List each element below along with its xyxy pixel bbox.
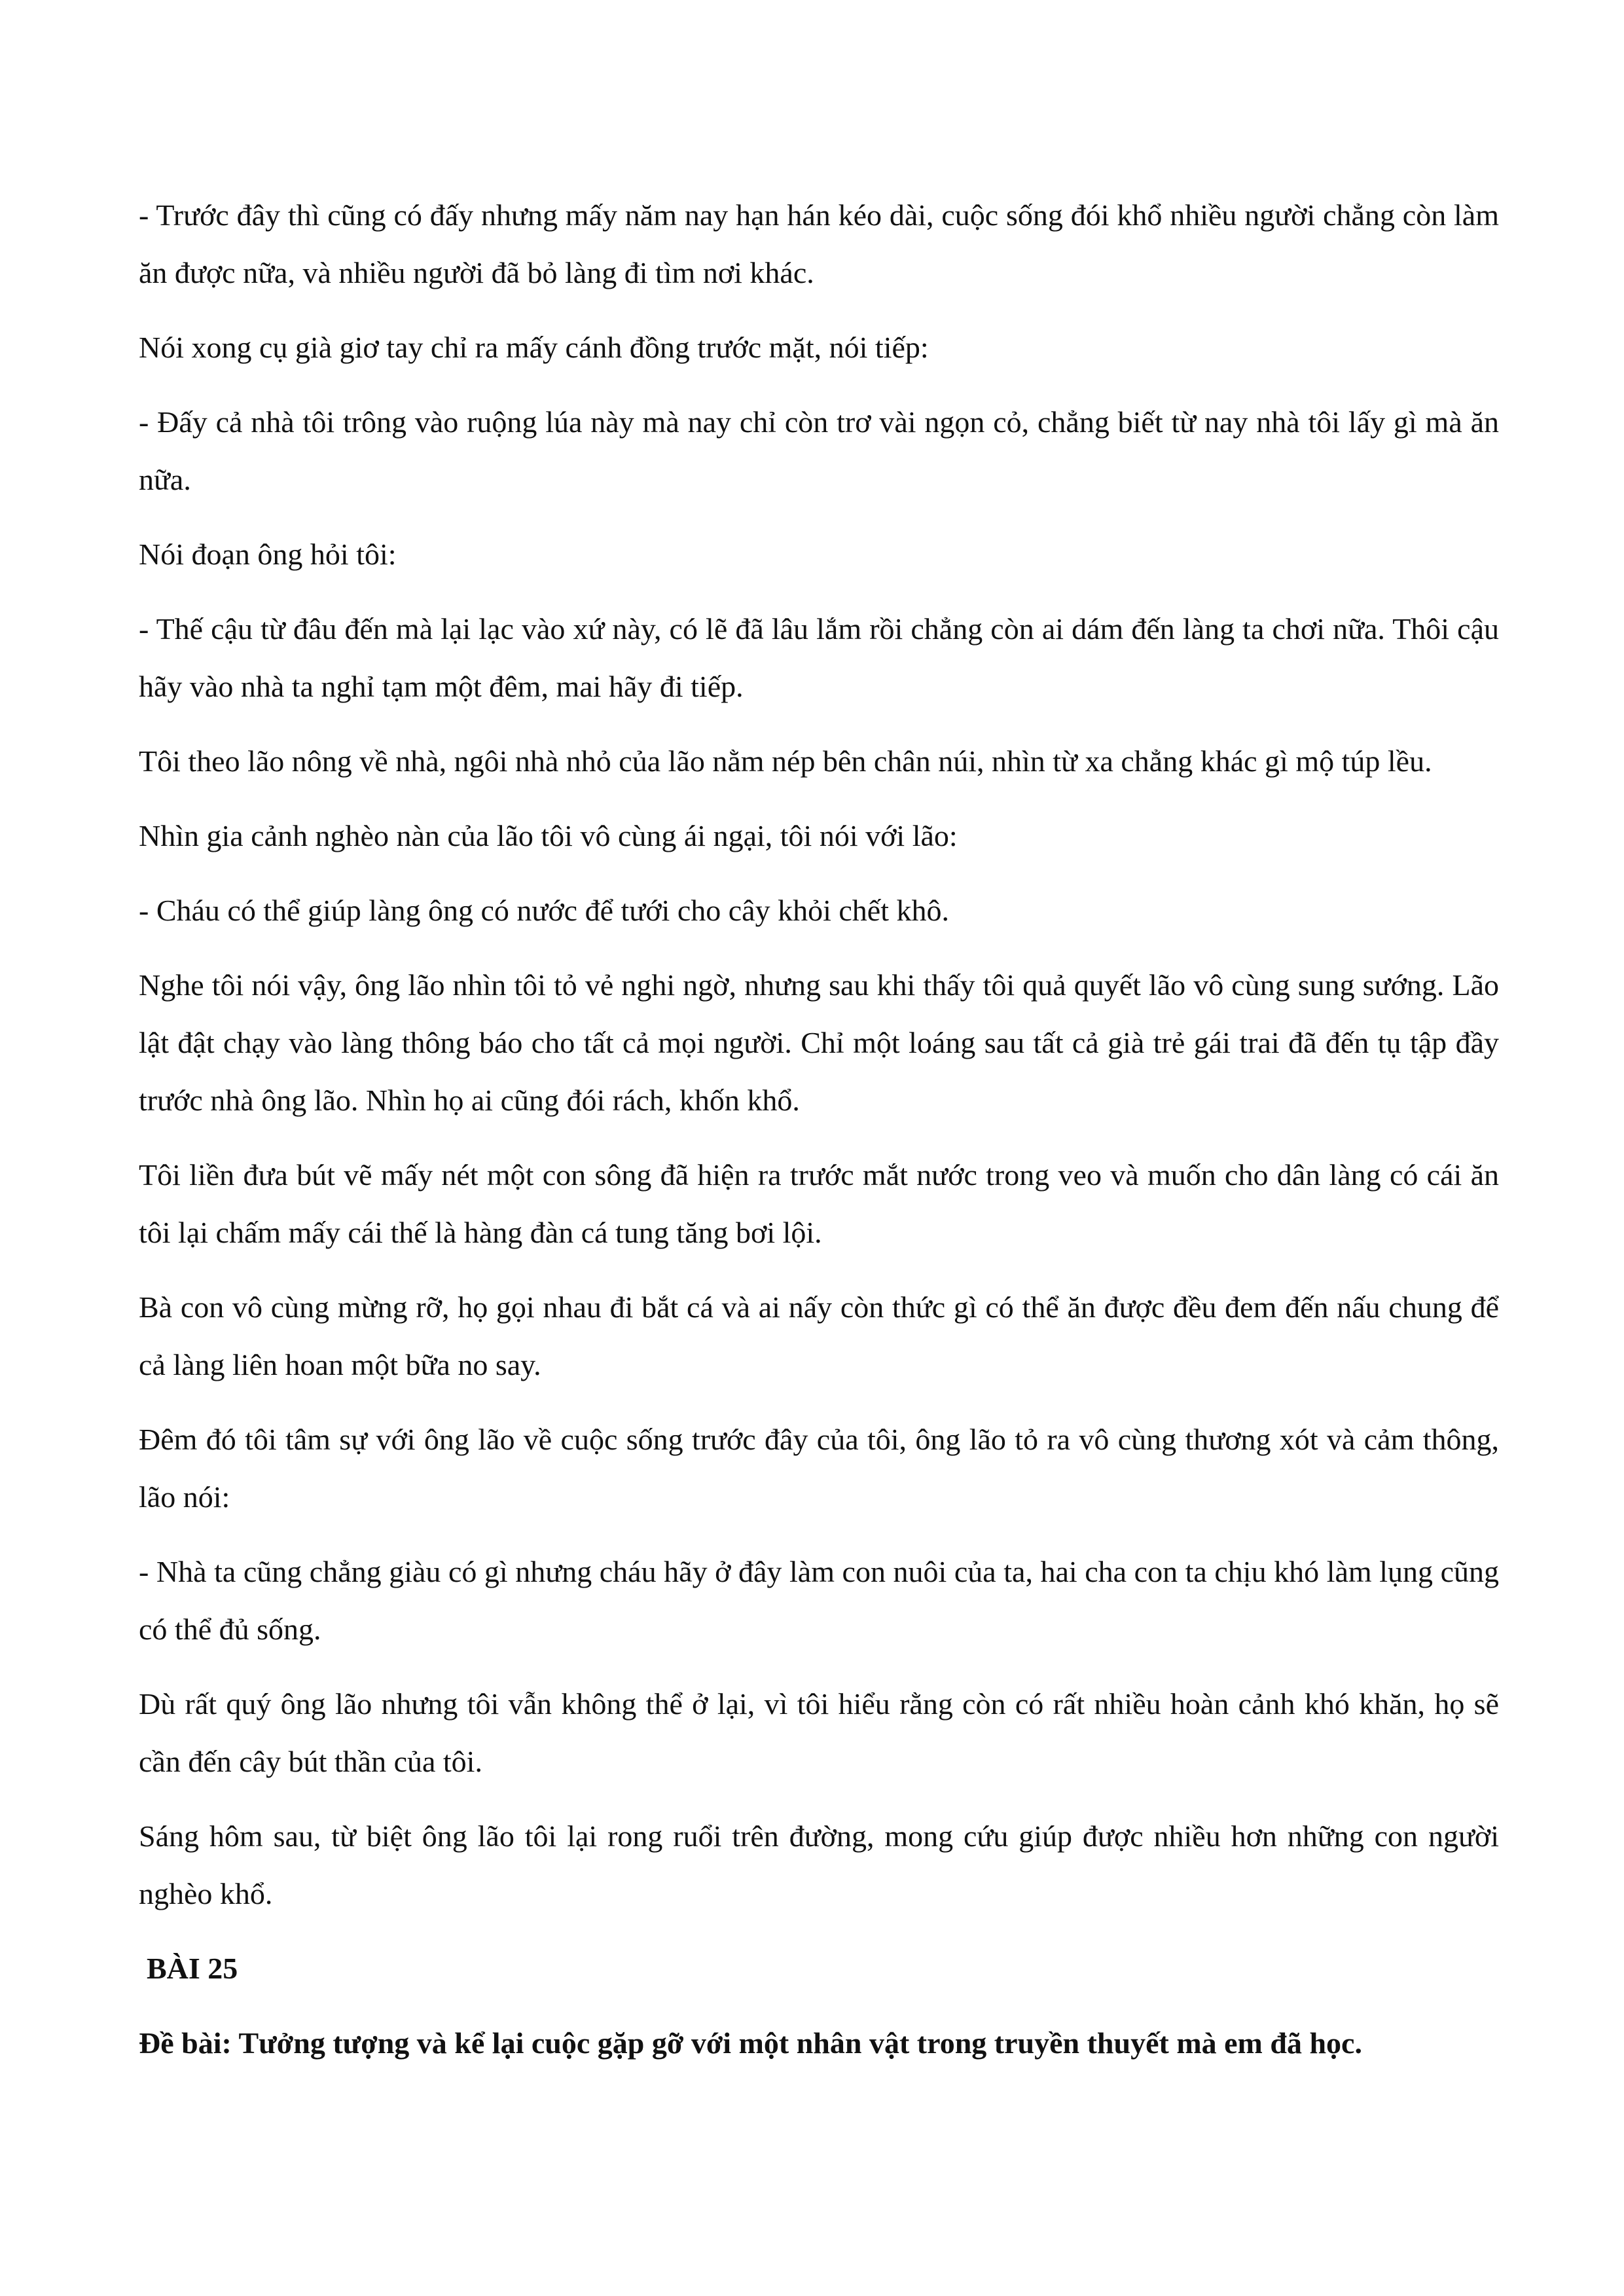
- assignment-topic: Đề bài: Tưởng tượng và kể lại cuộc gặp gỡ với một nhân vật trong truyền thuyết mà em đã học.: [139, 2026, 1362, 2060]
- paragraph-6: Tôi theo lão nông về nhà, ngôi nhà nhỏ của lão nằm nép bên chân núi, nhìn từ xa chẳng khác gì mộ túp lều.: [139, 744, 1432, 778]
- paragraph-4: Nói đoạn ông hỏi tôi:: [139, 538, 397, 571]
- paragraph-7: Nhìn gia cảnh nghèo nàn của lão tôi vô cùng ái ngại, tôi nói với lão:: [139, 819, 958, 852]
- paragraph-1: - Trước đây thì cũng có đấy nhưng mấy năm nay hạn hán kéo dài, cuộc sống đói khổ nhiều người chẳng còn làm ăn được nữa, và nhiều người đã bỏ làng đi tìm nơi khác.: [139, 198, 1499, 289]
- section-heading: BÀI 25: [147, 1952, 238, 1985]
- paragraph-8: - Cháu có thể giúp làng ông có nước để tưới cho cây khỏi chết khô.: [139, 894, 949, 927]
- paragraph-12: Đêm đó tôi tâm sự với ông lão về cuộc sống trước đây của tôi, ông lão tỏ ra vô cùng thương xót và cảm thông, lão nói:: [139, 1423, 1499, 1514]
- document-page: [139, 187, 1499, 2072]
- paragraph-15: Sáng hôm sau, từ biệt ông lão tôi lại rong ruổi trên đường, mong cứu giúp được nhiều hơn những con người nghèo khổ.: [139, 1819, 1499, 1910]
- paragraph-2: Nói xong cụ già giơ tay chỉ ra mấy cánh đồng trước mặt, nói tiếp:: [139, 331, 929, 364]
- paragraph-14: Dù rất quý ông lão nhưng tôi vẫn không thể ở lại, vì tôi hiểu rằng còn có rất nhiều hoàn cảnh khó khăn, họ sẽ cần đến cây bút thần của tôi.: [139, 1687, 1499, 1778]
- paragraph-10: Tôi liền đưa bút vẽ mấy nét một con sông đã hiện ra trước mắt nước trong veo và muốn cho dân làng có cái ăn tôi lại chấm mấy cái thế là hàng đàn cá tung tăng bơi lội.: [139, 1158, 1499, 1249]
- paragraph-13: - Nhà ta cũng chẳng giàu có gì nhưng cháu hãy ở đây làm con nuôi của ta, hai cha con ta chịu khó làm lụng cũng có thể đủ sống.: [139, 1555, 1499, 1646]
- paragraph-5: - Thế cậu từ đâu đến mà lại lạc vào xứ này, có lẽ đã lâu lắm rồi chẳng còn ai dám đến làng ta chơi nữa. Thôi cậu hãy vào nhà ta nghỉ tạm một đêm, mai hãy đi tiếp.: [139, 612, 1499, 703]
- paragraph-9: Nghe tôi nói vậy, ông lão nhìn tôi tỏ vẻ nghi ngờ, nhưng sau khi thấy tôi quả quyết lão vô cùng sung sướng. Lão lật đật chạy vào làng thông báo cho tất cả mọi người. Chỉ một loáng sau tất cả già trẻ gái trai đã đến tụ tập đầy trước nhà ông lão. Nhìn họ ai cũng đói rách, khốn khổ.: [139, 968, 1499, 1117]
- paragraph-11: Bà con vô cùng mừng rỡ, họ gọi nhau đi bắt cá và ai nấy còn thức gì có thể ăn được đều đem đến nấu chung để cả làng liên hoan một bữa no say.: [139, 1290, 1499, 1381]
- paragraph-3: - Đấy cả nhà tôi trông vào ruộng lúa này mà nay chỉ còn trơ vài ngọn cỏ, chẳng biết từ nay nhà tôi lấy gì mà ăn nữa.: [139, 405, 1499, 496]
